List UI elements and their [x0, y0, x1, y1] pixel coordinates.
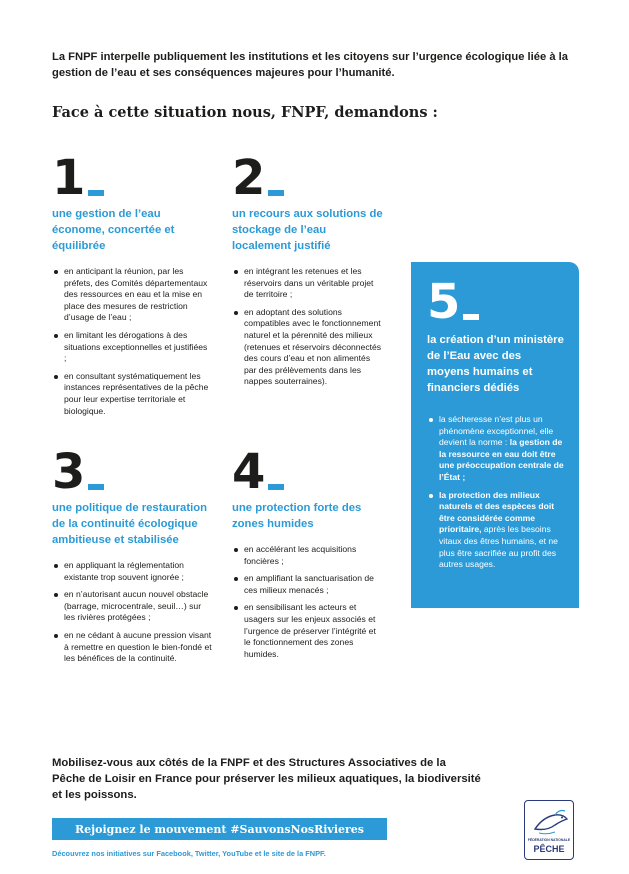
section-2: [232, 150, 384, 394]
social-links-text: Découvrez nos initiatives sur Facebook, Twitter, YouTube et le site de la FNPF.: [52, 849, 326, 858]
fish-icon: [525, 803, 572, 839]
section-list: [52, 266, 212, 417]
list-item: en amplifiant la sanctuarisation de ces milieux menacés ;: [232, 573, 382, 596]
logo-peche-text: PÊCHE: [533, 844, 565, 854]
list-item: en intégrant les retenues et les réservoirs dans un véritable projet de territoire ;: [232, 266, 384, 301]
section-3: [52, 444, 212, 671]
list-item: [427, 490, 567, 571]
hashtag-banner[interactable]: Rejoignez le mouvement #SauvonsNosRivieres: [52, 818, 387, 840]
list-item: en adoptant des solutions compatibles avec le fonctionnement naturel et la pérennité des milieux (retenues et réservoirs déconnectés des cours d’eau et non alimentés par des prélèvements dans les nappes souterraines).: [232, 307, 384, 388]
section-number-digit: 3: [52, 444, 85, 500]
list-item: en consultant systématiquement les instances représentatives de la pêche pour leur expertise territoriale et biologique.: [52, 371, 212, 417]
section-list: [232, 544, 382, 660]
section-list: [232, 266, 384, 388]
section-number: [232, 444, 382, 500]
item-text: après les besoins vitaux des êtres humains, et ne plus être sacrifiée au profit des autres usages.: [439, 524, 558, 570]
section-5-box: [411, 262, 579, 608]
section-5: [427, 274, 567, 577]
section-number-digit: 4: [232, 444, 265, 500]
list-item: en anticipant la réunion, par les préfets, des Comités départementaux des ressources en eau et la mise en place des mesures de restriction d’usage de l’eau ;: [52, 266, 212, 324]
logo-federation-text: FÉDÉRATION NATIONALE: [527, 838, 571, 842]
call-to-action-text: Mobilisez-vous aux côtés de la FNPF et des Structures Associatives de la Pêche de Loisir en France pour préserver les milieux aquatiques, la biodiversité et les poissons.: [52, 757, 481, 801]
section-title: une gestion de l’eau économe, concertée et équilibrée: [52, 208, 175, 252]
list-item: en accélérant les acquisitions foncières ;: [232, 544, 382, 567]
number-underscore: [268, 484, 284, 490]
list-item: en sensibilisant les acteurs et usagers sur les enjeux associés et l’urgence de préserver l’intégrité et le fonctionnement des zones humides.: [232, 602, 382, 660]
section-title: une protection forte des zones humides: [232, 502, 362, 530]
section-4: [232, 444, 382, 666]
section-number: [52, 444, 212, 500]
section-number: [427, 274, 567, 330]
list-item: en n’autorisant aucun nouvel obstacle (barrage, microcentrale, seuil…) sur les rivières protégées ;: [52, 589, 212, 624]
section-1: [52, 150, 212, 423]
section-number-digit: 5: [427, 274, 460, 330]
number-underscore: [88, 484, 104, 490]
item-bold-text: la gestion de la ressource en eau doit être une préoccupation centrale de l’État ;: [439, 437, 564, 482]
section-title: un recours aux solutions de stockage de l’eau localement justifié: [232, 208, 383, 252]
number-underscore: [88, 190, 104, 196]
section-list: [52, 560, 212, 665]
section-number-digit: 2: [232, 150, 265, 206]
section-title: une politique de restauration de la continuité écologique ambitieuse et stabilisée: [52, 502, 208, 546]
demand-heading: Face à cette situation nous, FNPF, demandons :: [52, 104, 438, 121]
list-item: en appliquant la réglementation existante trop souvent ignorée ;: [52, 560, 212, 583]
section-title: la création d’un ministère de l’Eau avec des moyens humains et financiers dédiés: [427, 334, 564, 394]
list-item: en ne cédant à aucune pression visant à remettre en question le bien-fondé et les bénéfices de la continuité.: [52, 630, 212, 665]
number-underscore: [463, 314, 479, 320]
section-number: [232, 150, 384, 206]
peche-logo: [524, 800, 574, 860]
section-number: [52, 150, 212, 206]
intro-text: La FNPF interpelle publiquement les institutions et les citoyens sur l’urgence écologique liée à la gestion de l’eau et ses conséquences majeures pour l’humanité.: [52, 51, 568, 79]
list-item: [427, 414, 567, 484]
item-bold-text: la protection des milieux naturels et des espèces doit être considérée comme prioritaire,: [439, 489, 555, 535]
section-list: [427, 414, 567, 571]
number-underscore: [268, 190, 284, 196]
list-item: en limitant les dérogations à des situations exceptionnelles et justifiées ;: [52, 330, 212, 365]
section-number-digit: 1: [52, 150, 85, 206]
item-text: la sécheresse n’est plus un phénomène exceptionnel, elle devient la norme :: [439, 414, 554, 448]
